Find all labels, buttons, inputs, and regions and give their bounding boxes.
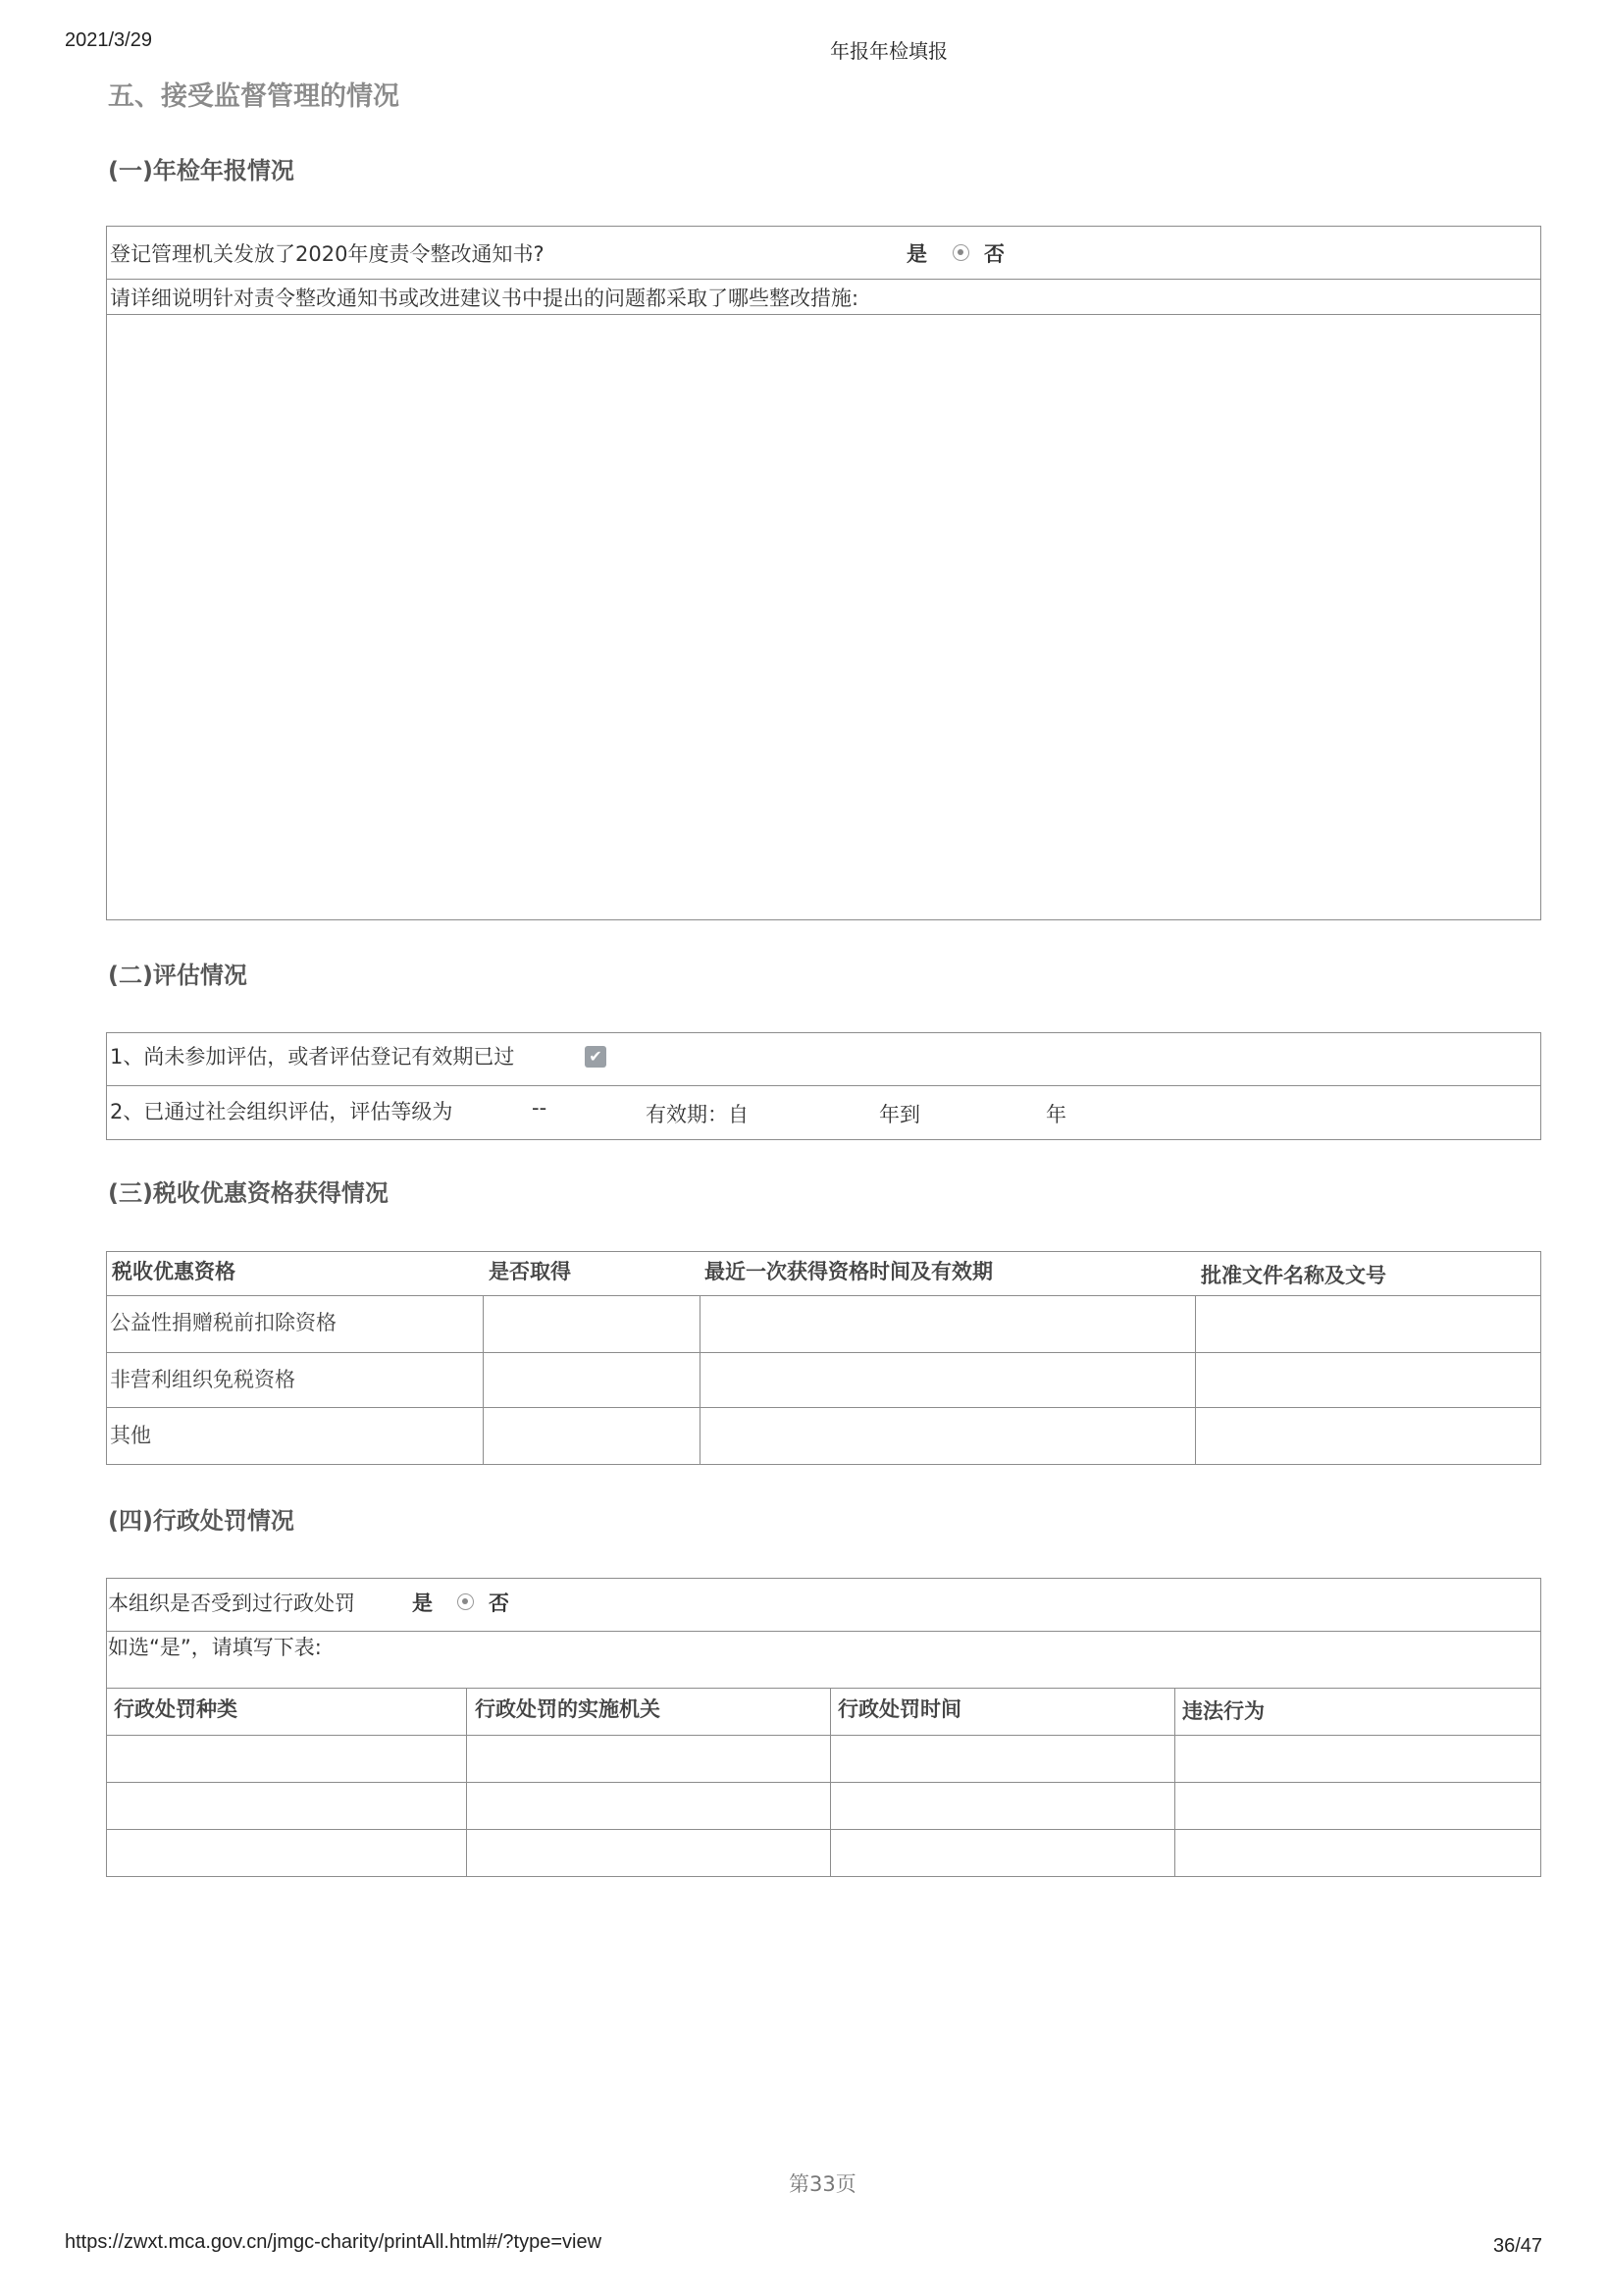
table-border: [830, 1688, 831, 1876]
penalty-question: 本组织是否受到过行政处罚: [108, 1592, 355, 1615]
tax-header-latest-time: 最近一次获得资格时间及有效期: [704, 1260, 993, 1283]
print-page-count: 36/47: [1493, 2235, 1543, 2257]
table-border: [106, 1688, 1541, 1689]
tax-header-approval-doc: 批准文件名称及文号: [1201, 1264, 1386, 1287]
evaluation-expired-checkbox[interactable]: [585, 1046, 606, 1068]
tax-row-label: 其他: [110, 1424, 151, 1447]
rectification-detail-label: 请详细说明针对责令整改通知书或改进建议书中提出的问题都采取了哪些整改措施:: [110, 287, 859, 310]
rectification-notice-question: 登记管理机关发放了2020年度责令整改通知书?: [110, 242, 545, 266]
validity-year-end: 年: [1046, 1103, 1066, 1126]
penalty-header-violation: 违法行为: [1182, 1699, 1265, 1723]
table-border: [106, 1782, 1541, 1783]
tax-row-label: 非营利组织免税资格: [110, 1368, 295, 1391]
table-border: [483, 1295, 484, 1464]
evaluation-grade: --: [532, 1096, 547, 1120]
print-title: 年报年检填报: [830, 41, 948, 63]
table-border: [106, 1251, 1541, 1252]
table-border: [466, 1688, 467, 1876]
tax-header-obtained: 是否取得: [489, 1260, 571, 1283]
table-border: [1195, 1295, 1196, 1464]
subsection-annual-report-title: (一)年检年报情况: [108, 157, 294, 184]
divider: [106, 1085, 1541, 1086]
tax-row-label: 公益性捐赠税前扣除资格: [110, 1311, 337, 1334]
evaluation-item-2: 2、已通过社会组织评估，评估等级为: [110, 1100, 453, 1123]
section-title: 五、接受监督管理的情况: [108, 81, 399, 112]
divider: [106, 314, 1541, 315]
rectification-detail-textarea[interactable]: [110, 320, 1534, 913]
page-number-label: 第33页: [789, 2172, 856, 2196]
table-border: [106, 1829, 1541, 1830]
check-icon: ✔: [589, 1047, 602, 1066]
table-border: [106, 1464, 1541, 1465]
rectification-yes-label: 是: [907, 242, 927, 266]
tax-header-qualification: 税收优惠资格: [112, 1260, 235, 1283]
table-border: [106, 1876, 1541, 1877]
penalty-header-authority: 行政处罚的实施机关: [475, 1697, 660, 1721]
rectification-radio[interactable]: [953, 244, 969, 261]
table-border: [106, 1578, 1541, 1579]
validity-prefix: 有效期：自: [646, 1103, 749, 1126]
table-border: [106, 1735, 1541, 1736]
subsection-penalty-title: (四)行政处罚情况: [108, 1507, 294, 1535]
table-border: [106, 1295, 1541, 1296]
table-border: [106, 1578, 107, 1876]
penalty-yes-label: 是: [412, 1592, 433, 1615]
table-border: [106, 1251, 107, 1464]
penalty-header-time: 行政处罚时间: [838, 1697, 961, 1721]
table-border: [1174, 1688, 1175, 1876]
table-border: [1540, 1251, 1541, 1464]
penalty-radio[interactable]: [457, 1593, 474, 1610]
penalty-note: 如选“是”，请填写下表:: [108, 1636, 322, 1659]
print-url: https://zwxt.mca.gov.cn/jmgc-charity/printAll.html#/?type=view: [65, 2231, 602, 2253]
penalty-no-label: 否: [489, 1592, 509, 1615]
rectification-no-label: 否: [984, 242, 1005, 266]
evaluation-item-1: 1、尚未参加评估，或者评估登记有效期已过: [110, 1045, 515, 1069]
validity-year-to: 年到: [879, 1103, 920, 1126]
penalty-header-type: 行政处罚种类: [114, 1697, 237, 1721]
print-date: 2021/3/29: [65, 29, 152, 51]
divider: [106, 279, 1541, 280]
table-border: [106, 1407, 1541, 1408]
subsection-tax-title: (三)税收优惠资格获得情况: [108, 1179, 389, 1207]
table-border: [1540, 1578, 1541, 1876]
table-border: [106, 1352, 1541, 1353]
subsection-evaluation-title: (二)评估情况: [108, 962, 247, 989]
